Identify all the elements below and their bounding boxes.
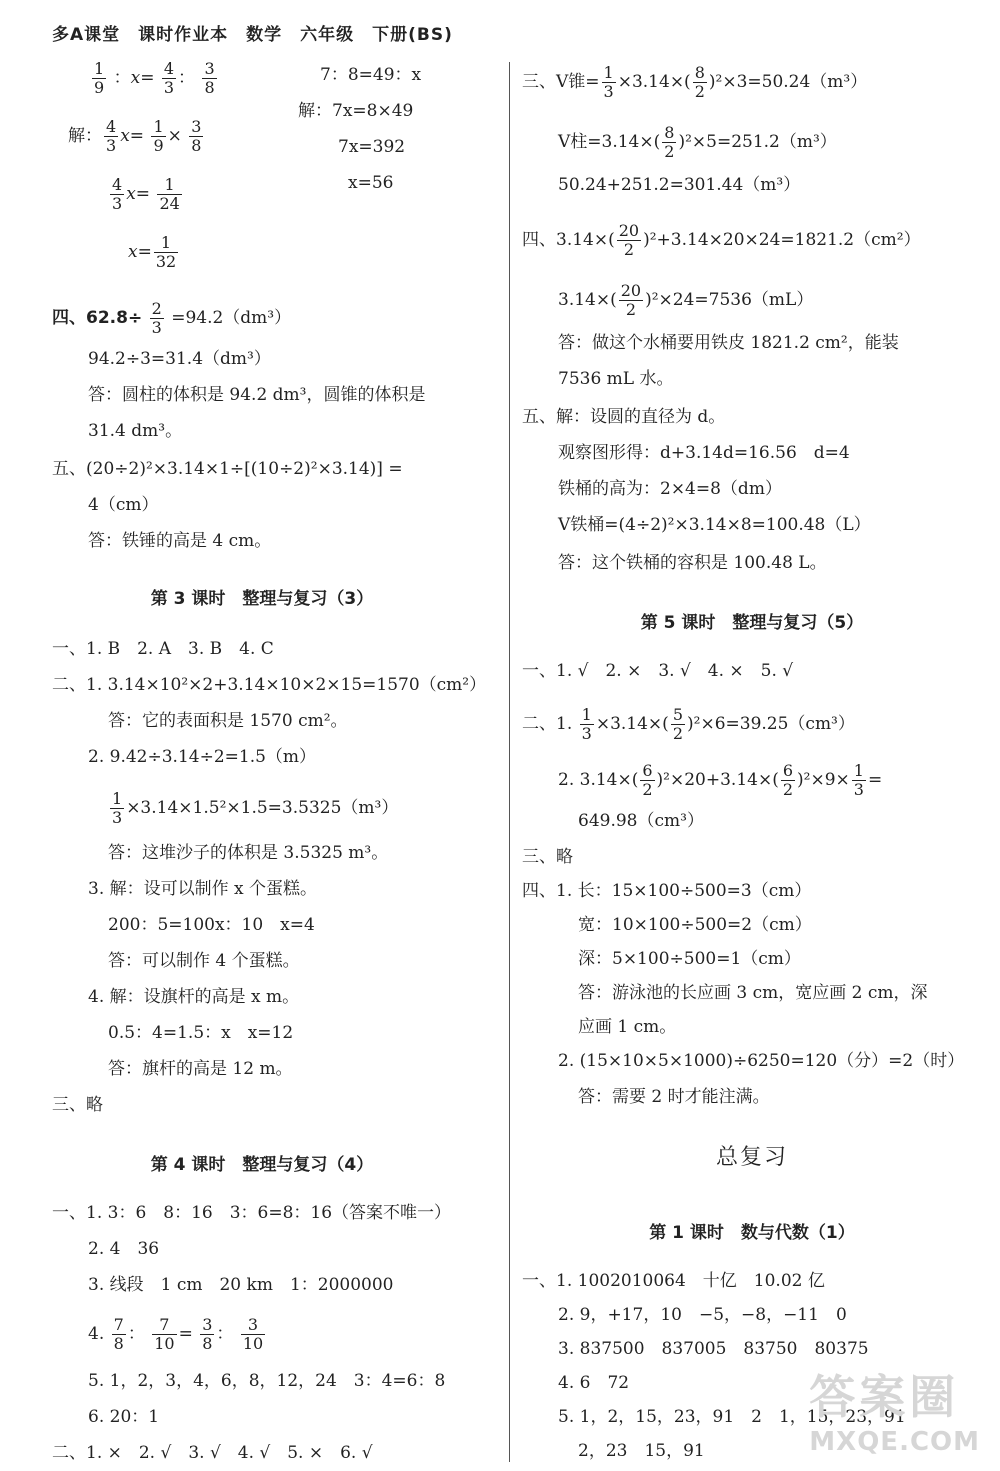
s4-line-7: 二、1. × 2. √ 3. √ 4. √ 5. × 6. √	[52, 1443, 373, 1463]
s5-line-8: 深：5×100÷500=1（cm）	[578, 949, 801, 969]
ratio-line-1: 7：8=49：x	[320, 65, 422, 85]
r-line-5: 3.14×( $\frac{20}{2}$ )²×24=7536（mL）	[558, 281, 814, 319]
s4-line-4: 4. $\frac{7}{8}$ ： $\frac{7}{10}$ = $\frac{3}{8}$ ： $\frac{3}{10}$	[88, 1315, 264, 1353]
r-line-2: V柱=3.14×( $\frac{8}{2}$ )²×5=251.2（m³）	[558, 123, 837, 161]
s5-line-5: 三、略	[522, 847, 573, 867]
watermark-logo	[809, 1361, 980, 1457]
section-title-review-1: 第 1 课时 数与代数（1）	[649, 1223, 855, 1243]
s3-line-2: 二、1. 3.14×10²×2+3.14×10×2×15=1570（cm²）	[52, 675, 487, 695]
s5-line-4: 649.98（cm³）	[578, 811, 704, 831]
s5-line-12: 答：需要 2 时才能注满。	[578, 1087, 770, 1107]
r-review-2: 2. 9，+17，10 −5，−8，−11 0	[558, 1305, 847, 1325]
q5-line-1: 五、(20÷2)²×3.14×1÷[(10÷2)²×3.14)] =	[52, 459, 403, 479]
q4-line-3: 答：圆柱的体积是 94.2 dm³，圆锥的体积是	[88, 385, 426, 405]
s5-line-6: 四、1. 长：15×100÷500=3（cm）	[522, 881, 812, 901]
q4-line-4: 31.4 dm³。	[88, 421, 183, 441]
r-line-6: 答：做这个水桶要用铁皮 1821.2 cm²，能装	[558, 333, 899, 353]
s3-line-10: 4. 解：设旗杆的高是 x m。	[88, 987, 300, 1007]
s3-line-4: 2. 9.42÷3.14÷2=1.5（m）	[88, 747, 317, 767]
s3-line-6: 答：这堆沙子的体积是 3.5325 m³。	[108, 843, 389, 863]
r-review-6: 2，23 15，91	[578, 1441, 705, 1461]
section-title-5: 第 5 课时 整理与复习（5）	[640, 613, 864, 633]
r-line-12: 答：这个铁桶的容积是 100.48 L。	[558, 553, 827, 573]
s3-line-1: 一、1. B 2. A 3. B 4. C	[52, 639, 274, 659]
eq-line-4: x= $\frac{1}{32}$	[128, 233, 177, 271]
r-line-7: 7536 mL 水。	[558, 369, 674, 389]
q4-line-1: 四、62.8÷ $\frac{2}{3}$ =94.2（dm³）	[52, 299, 292, 337]
s5-line-2: 二、1. $\frac{1}{3}$ ×3.14×( $\frac{5}{2}$ )²×6=39.25（cm³）	[522, 705, 855, 743]
r-line-1: 三、V锥= $\frac{1}{3}$ ×3.14×( $\frac{8}{2}$ )²×3=50.24（m³）	[522, 63, 868, 101]
s5-line-7: 宽：10×100÷500=2（cm）	[578, 915, 812, 935]
ratio-line-4: x=56	[348, 173, 394, 193]
q5-line-2: 4（cm）	[88, 495, 159, 515]
s5-line-1: 一、1. √ 2. × 3. √ 4. × 5. √	[522, 661, 794, 681]
s5-line-9: 答：游泳池的长应画 3 cm，宽应画 2 cm，深	[578, 983, 928, 1003]
r-line-11: V铁桶=(4÷2)²×3.14×8=100.48（L）	[558, 515, 871, 535]
s3-line-13: 三、略	[52, 1095, 103, 1115]
s4-line-1: 一、1. 3：6 8：16 3：6=8：16（答案不唯一）	[52, 1203, 452, 1223]
r-review-3: 3. 837500 837005 83750 80375	[558, 1339, 869, 1359]
q5-line-3: 答：铁锤的高是 4 cm。	[88, 531, 272, 551]
r-line-10: 铁桶的高为：2×4=8（dm）	[558, 479, 782, 499]
s3-line-5: $\frac{1}{3}$ ×3.14×1.5²×1.5=3.5325（m³）	[112, 789, 399, 827]
review-heading: 总复习	[715, 1145, 788, 1170]
s3-line-9: 答：可以制作 4 个蛋糕。	[108, 951, 300, 971]
r-line-9: 观察图形得：d+3.14d=16.56 d=4	[558, 443, 850, 463]
eq-line-3: $\frac{4}{3}$ x= $\frac{1}{24}$	[112, 175, 180, 213]
r-review-5: 5. 1，2，15，23，91 2 1，15，23，91	[558, 1407, 906, 1427]
s3-line-8: 200：5=100x：10 x=4	[108, 915, 315, 935]
s3-line-3: 答：它的表面积是 1570 cm²。	[108, 711, 348, 731]
s5-line-3: 2. 3.14×( $\frac{6}{2}$ )²×20+3.14×( $\frac{6}{2}$ )²×9× $\frac{1}{3}$ =	[558, 761, 883, 799]
watermark-url: MXQE.COM	[809, 1427, 980, 1457]
r-line-8: 五、解：设圆的直径为 d。	[522, 407, 726, 427]
watermark-text: 答案圈	[809, 1370, 960, 1424]
eq-line-2: 解： $\frac{4}{3}$ x= $\frac{1}{9}$ × $\frac{3}{8}$	[68, 117, 202, 155]
s4-line-6: 6. 20：1	[88, 1407, 160, 1427]
s4-line-2: 2. 4 36	[88, 1239, 160, 1259]
column-divider	[509, 62, 510, 1462]
s3-line-11: 0.5：4=1.5：x x=12	[108, 1023, 294, 1043]
r-review-4: 4. 6 72	[558, 1373, 630, 1393]
section-title-4: 第 4 课时 整理与复习（4）	[150, 1155, 374, 1175]
q4-line-2: 94.2÷3=31.4（dm³）	[88, 349, 271, 369]
s3-line-7: 3. 解：设可以制作 x 个蛋糕。	[88, 879, 318, 899]
ratio-line-3: 7x=392	[338, 137, 406, 157]
s4-line-3: 3. 线段 1 cm 20 km 1：2000000	[88, 1275, 394, 1295]
r-line-3: 50.24+251.2=301.44（m³）	[558, 175, 801, 195]
s4-line-5: 5. 1，2，3，4，6，8，12，24 3：4=6：8	[88, 1371, 446, 1391]
page-header: 多A课堂 课时作业本 数学 六年级 下册(BS)	[52, 25, 453, 45]
s3-line-12: 答：旗杆的高是 12 m。	[108, 1059, 293, 1079]
r-review-1: 一、1. 1002010064 十亿 10.02 亿	[522, 1271, 825, 1291]
ratio-line-2: 解：7x=8×49	[298, 101, 414, 121]
eq-line-1: $\frac{1}{9}$ ：x= $\frac{4}{3}$ ： $\frac{3}{8}$	[94, 59, 215, 97]
section-title-3: 第 3 课时 整理与复习（3）	[150, 589, 374, 609]
r-line-4: 四、3.14×( $\frac{20}{2}$ )²+3.14×20×24=1821.2（cm²）	[522, 221, 921, 259]
s5-line-11: 2. (15×10×5×1000)÷6250=120（分）=2（时）	[558, 1051, 965, 1071]
s5-line-10: 应画 1 cm。	[578, 1017, 677, 1037]
